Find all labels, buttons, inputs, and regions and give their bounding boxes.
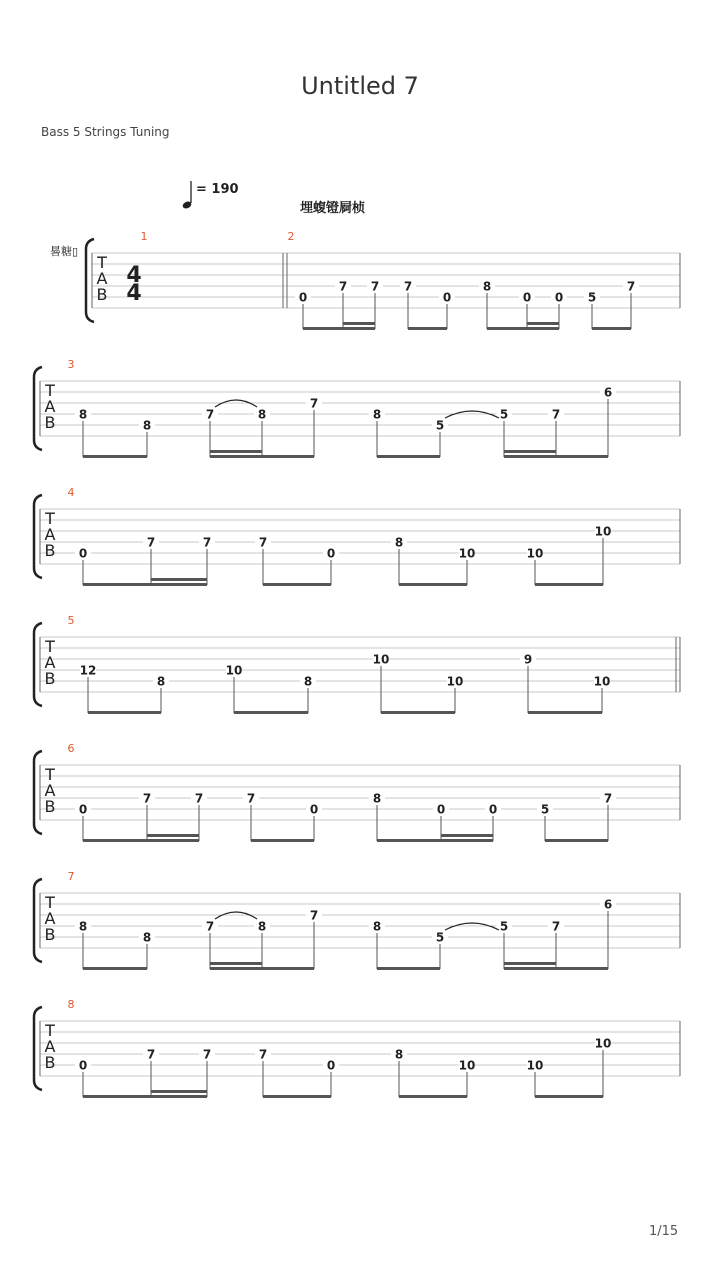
tab-clef-letter: T bbox=[45, 637, 55, 656]
sub-beam bbox=[441, 834, 493, 837]
measure-number: 1 bbox=[140, 230, 148, 243]
beam bbox=[210, 455, 314, 458]
fret-number: 8 bbox=[372, 919, 382, 934]
fret-number: 7 bbox=[309, 396, 319, 411]
tab-clef-letter: A bbox=[44, 781, 56, 800]
beam bbox=[487, 327, 559, 330]
system-bracket bbox=[34, 367, 42, 450]
beam bbox=[399, 1095, 467, 1098]
tab-system-1 bbox=[86, 230, 680, 330]
beam bbox=[377, 455, 440, 458]
tab-clef-letter: A bbox=[44, 653, 56, 672]
time-signature-top: 4 bbox=[126, 263, 142, 288]
fret-number: 7 bbox=[146, 535, 156, 550]
fret-number: 0 bbox=[298, 290, 308, 305]
measure-number: 7 bbox=[67, 870, 75, 883]
tab-clef-letter: A bbox=[44, 397, 56, 416]
beam bbox=[535, 583, 603, 586]
beam bbox=[263, 583, 331, 586]
fret-number: 7 bbox=[205, 407, 215, 422]
tab-clef-letter: T bbox=[45, 765, 55, 784]
fret-number: 7 bbox=[626, 279, 636, 294]
fret-number: 7 bbox=[258, 535, 268, 550]
beam bbox=[303, 327, 375, 330]
fret-number: 10 bbox=[458, 1058, 476, 1073]
sub-beam bbox=[504, 450, 556, 453]
tab-clef-letter: B bbox=[96, 285, 108, 304]
fret-number: 7 bbox=[146, 1047, 156, 1062]
beam bbox=[83, 455, 147, 458]
fret-number: 7 bbox=[370, 279, 380, 294]
tab-system-5 bbox=[34, 742, 680, 842]
fret-number: 8 bbox=[142, 930, 152, 945]
fret-number: 8 bbox=[372, 791, 382, 806]
fret-number: 8 bbox=[257, 407, 267, 422]
tab-clef-letter: T bbox=[97, 253, 107, 272]
fret-number: 7 bbox=[338, 279, 348, 294]
fret-number: 7 bbox=[194, 791, 204, 806]
sub-beam bbox=[151, 1090, 207, 1093]
fret-number: 0 bbox=[309, 802, 319, 817]
tab-clef-letter: T bbox=[45, 1021, 55, 1040]
tab-system-2 bbox=[34, 358, 680, 458]
measure-number: 8 bbox=[67, 998, 75, 1011]
fret-number: 10 bbox=[458, 546, 476, 561]
fret-number: 8 bbox=[78, 919, 88, 934]
fret-number: 5 bbox=[587, 290, 597, 305]
beam bbox=[545, 839, 608, 842]
fret-number: 0 bbox=[326, 546, 336, 561]
tab-system-6 bbox=[34, 870, 680, 970]
sub-beam bbox=[343, 322, 375, 325]
fret-number: 0 bbox=[78, 546, 88, 561]
fret-number: 12 bbox=[79, 663, 97, 678]
page-number: 1/15 bbox=[649, 1224, 679, 1239]
fret-number: 7 bbox=[551, 407, 561, 422]
measure-number: 5 bbox=[67, 614, 75, 627]
fret-number: 0 bbox=[436, 802, 446, 817]
beam bbox=[88, 711, 161, 714]
fret-number: 10 bbox=[526, 546, 544, 561]
fret-number: 7 bbox=[202, 1047, 212, 1062]
tab-clef-letter: A bbox=[44, 1037, 56, 1056]
tab-clef-letter: A bbox=[44, 525, 56, 544]
fret-number: 7 bbox=[403, 279, 413, 294]
tab-clef-letter: B bbox=[44, 541, 56, 560]
fret-number: 5 bbox=[540, 802, 550, 817]
system-bracket bbox=[86, 239, 94, 322]
tab-clef-letter: B bbox=[44, 1053, 56, 1072]
beam bbox=[381, 711, 455, 714]
fret-number: 0 bbox=[522, 290, 532, 305]
fret-number: 7 bbox=[246, 791, 256, 806]
fret-number: 5 bbox=[499, 407, 509, 422]
tab-clef-letter: T bbox=[45, 509, 55, 528]
fret-number: 6 bbox=[603, 385, 613, 400]
fret-number: 7 bbox=[309, 908, 319, 923]
fret-number: 9 bbox=[523, 652, 533, 667]
fret-number: 5 bbox=[435, 930, 445, 945]
fret-number: 6 bbox=[603, 897, 613, 912]
tab-clef-letter: A bbox=[96, 269, 108, 288]
fret-number: 0 bbox=[326, 1058, 336, 1073]
tab-clef-letter: A bbox=[44, 909, 56, 928]
fret-number: 7 bbox=[258, 1047, 268, 1062]
tempo-value: = 190 bbox=[196, 182, 239, 197]
beam bbox=[234, 711, 308, 714]
system-bracket bbox=[34, 623, 42, 706]
fret-number: 10 bbox=[446, 674, 464, 689]
system-bracket bbox=[34, 751, 42, 834]
fret-number: 7 bbox=[551, 919, 561, 934]
measure-number: 3 bbox=[67, 358, 75, 371]
measure-number: 6 bbox=[67, 742, 75, 755]
fret-number: 0 bbox=[554, 290, 564, 305]
measure-number: 2 bbox=[287, 230, 295, 243]
fret-number: 8 bbox=[482, 279, 492, 294]
tempo-mark bbox=[182, 181, 365, 216]
track-label: 晷糖▯ bbox=[50, 245, 79, 258]
beam bbox=[83, 967, 147, 970]
system-bracket bbox=[34, 879, 42, 962]
beam bbox=[528, 711, 602, 714]
tab-systems bbox=[34, 230, 680, 1098]
fret-number: 5 bbox=[435, 418, 445, 433]
beam bbox=[504, 455, 608, 458]
fret-number: 10 bbox=[372, 652, 390, 667]
fret-number: 0 bbox=[78, 1058, 88, 1073]
beam bbox=[377, 839, 493, 842]
fret-number: 7 bbox=[202, 535, 212, 550]
tab-system-7 bbox=[34, 998, 680, 1098]
sub-beam bbox=[504, 962, 556, 965]
tab-clef-letter: B bbox=[44, 925, 56, 944]
fret-number: 8 bbox=[372, 407, 382, 422]
beam bbox=[83, 839, 199, 842]
score-title: Untitled 7 bbox=[301, 72, 419, 100]
tab-clef-letter: T bbox=[45, 381, 55, 400]
sub-beam bbox=[210, 962, 262, 965]
beam bbox=[399, 583, 467, 586]
fret-number: 10 bbox=[225, 663, 243, 678]
beam bbox=[83, 583, 207, 586]
tab-clef-letter: B bbox=[44, 413, 56, 432]
beam bbox=[83, 1095, 207, 1098]
fret-number: 0 bbox=[442, 290, 452, 305]
fret-number: 8 bbox=[78, 407, 88, 422]
fret-number: 8 bbox=[394, 1047, 404, 1062]
fret-number: 8 bbox=[303, 674, 313, 689]
sub-beam bbox=[151, 578, 207, 581]
fret-number: 8 bbox=[394, 535, 404, 550]
fret-number: 0 bbox=[78, 802, 88, 817]
fret-number: 8 bbox=[142, 418, 152, 433]
tab-system-4 bbox=[34, 614, 680, 714]
tab-clef-letter: B bbox=[44, 797, 56, 816]
tab-system-3 bbox=[34, 486, 680, 586]
tuning-label: Bass 5 Strings Tuning bbox=[41, 125, 170, 139]
fret-number: 8 bbox=[257, 919, 267, 934]
fret-number: 7 bbox=[603, 791, 613, 806]
tab-clef-letter: B bbox=[44, 669, 56, 688]
fret-number: 10 bbox=[526, 1058, 544, 1073]
beam bbox=[592, 327, 631, 330]
fret-number: 8 bbox=[156, 674, 166, 689]
fret-number: 10 bbox=[594, 524, 612, 539]
fret-number: 0 bbox=[488, 802, 498, 817]
measure-number: 4 bbox=[67, 486, 75, 499]
tab-clef-letter: T bbox=[45, 893, 55, 912]
beam bbox=[408, 327, 447, 330]
fret-number: 7 bbox=[142, 791, 152, 806]
sub-beam bbox=[527, 322, 559, 325]
sub-beam bbox=[210, 450, 262, 453]
section-marker: 埋蝮镫屙桢 bbox=[300, 201, 366, 216]
fret-number: 5 bbox=[499, 919, 509, 934]
beam bbox=[251, 839, 314, 842]
beam bbox=[535, 1095, 603, 1098]
fret-number: 7 bbox=[205, 919, 215, 934]
beam bbox=[504, 967, 608, 970]
beam bbox=[377, 967, 440, 970]
beam bbox=[210, 967, 314, 970]
system-bracket bbox=[34, 1007, 42, 1090]
time-signature-bottom: 4 bbox=[126, 281, 142, 306]
sub-beam bbox=[147, 834, 199, 837]
fret-number: 10 bbox=[593, 674, 611, 689]
fret-number: 10 bbox=[594, 1036, 612, 1051]
beam bbox=[263, 1095, 331, 1098]
system-bracket bbox=[34, 495, 42, 578]
